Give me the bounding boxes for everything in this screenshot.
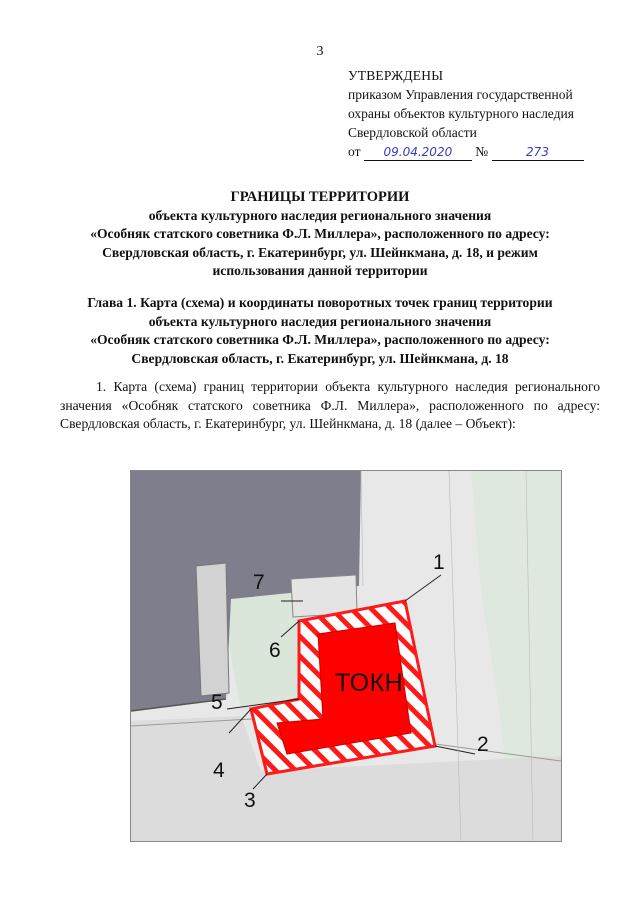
title-line: использования данной территории [212,263,428,278]
approval-stamp: УТВЕРЖДЕНЫ [348,68,444,83]
handwritten-date: 09.04.2020 [364,145,472,161]
boundary-point-5: 5 [211,691,223,714]
boundary-point-7: 7 [253,571,265,594]
boundary-point-1: 1 [433,551,445,574]
paragraph-1: 1. Карта (схема) границ территории объекта культурного наследия регионального значения «Особняк статского советника Ф.Л. Миллера», расположенного по адресу: Свердловская область, г. Екатеринбург, ул. Шейнкмана, д. 18 (далее – Объект): [60,379,600,432]
object-label: ТОКН [335,669,404,697]
approval-block [348,66,618,161]
document-title [60,188,580,281]
date-prefix: от [348,144,361,159]
boundary-point-2: 2 [477,733,489,756]
boundary-map [130,470,562,842]
chapter-line: Свердловская область, г. Екатеринбург, ул. Шейнкмана, д. 18 [131,350,509,366]
small-building [196,563,229,696]
boundary-point-4: 4 [213,759,225,782]
chapter-line: объекта культурного наследия регионального значения [148,313,492,329]
approval-line: охраны объектов культурного наследия [348,106,574,121]
approval-date-line [348,142,618,161]
title-heading: ГРАНИЦЫ ТЕРРИТОРИИ [230,189,410,205]
page-number: 3 [316,44,324,59]
handwritten-number: 273 [492,145,584,161]
approval-line: Свердловской области [348,125,477,140]
title-line: Свердловская область, г. Екатеринбург, ул. Шейнкмана, д. 18, и режим [102,244,538,260]
map-drawing [131,471,561,841]
approval-line: приказом Управления государственной [348,87,573,102]
title-line: объекта культурного наследия регионального значения [148,207,492,223]
boundary-point-6: 6 [269,639,281,662]
title-line: «Особняк статского советника Ф.Л. Миллера», расположенного по адресу: [90,226,550,241]
boundary-point-3: 3 [244,789,256,812]
chapter-heading [60,294,580,368]
chapter-line: «Особняк статского советника Ф.Л. Миллера», расположенного по адресу: [90,332,550,347]
chapter-line: Глава 1. Карта (схема) и координаты поворотных точек границ территории [87,295,553,310]
number-prefix: № [475,144,489,159]
